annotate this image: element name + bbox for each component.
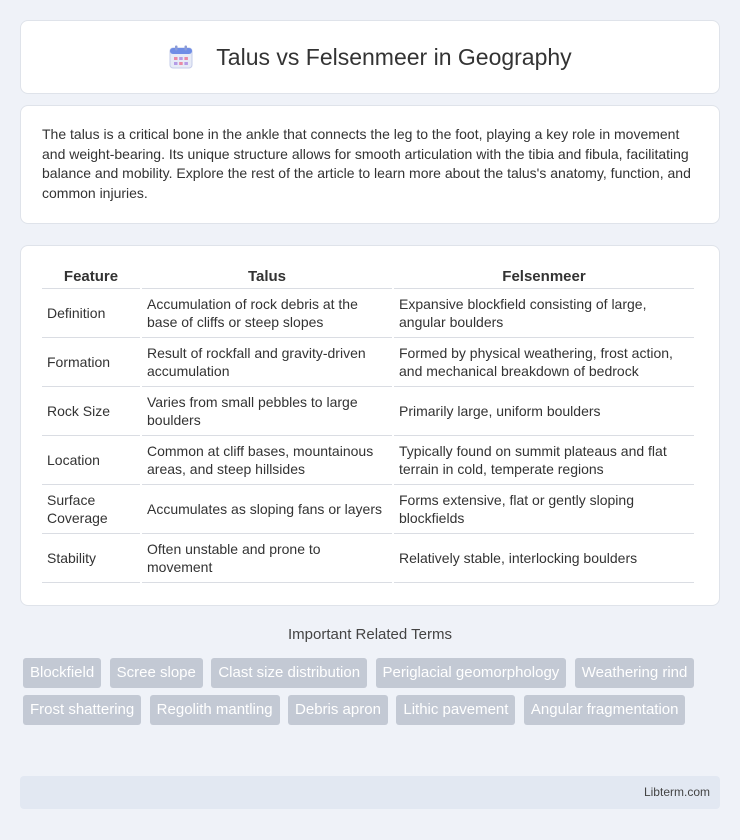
footer bbox=[20, 776, 720, 809]
table-row bbox=[42, 289, 694, 338]
footer-link[interactable]: Libterm.com bbox=[643, 785, 710, 799]
calendar-icon bbox=[168, 44, 194, 70]
table-row bbox=[42, 338, 694, 387]
row-felsenmeer: Typically found on summit plateaus and flat terrain in cold, temperate regions bbox=[394, 436, 694, 485]
table-row bbox=[42, 387, 694, 436]
header-felsenmeer: Felsenmeer bbox=[394, 265, 694, 289]
row-feature: Location bbox=[42, 436, 140, 485]
table-row bbox=[42, 436, 694, 485]
intro-card bbox=[20, 105, 720, 224]
tag-scree-slope[interactable]: Scree slope bbox=[110, 658, 203, 688]
page-title: Talus vs Felsenmeer in Geography bbox=[216, 43, 572, 70]
related-terms-title: Important Related Terms bbox=[288, 626, 452, 643]
row-feature: Stability bbox=[42, 534, 140, 583]
row-feature: Formation bbox=[42, 338, 140, 387]
comparison-card bbox=[20, 245, 720, 606]
tag-blockfield[interactable]: Blockfield bbox=[23, 658, 101, 688]
row-feature: Rock Size bbox=[42, 387, 140, 436]
tag-lithic-pavement[interactable]: Lithic pavement bbox=[396, 695, 515, 725]
row-feature: Definition bbox=[42, 289, 140, 338]
header-feature: Feature bbox=[42, 265, 140, 289]
row-talus: Varies from small pebbles to large boulders bbox=[142, 387, 392, 436]
row-talus: Often unstable and prone to movement bbox=[142, 534, 392, 583]
intro-text: The talus is a critical bone in the ankle that connects the leg to the foot, playing a key role in movement and weight-bearing. Its unique structure allows for smooth articulation with the tibia and fibula, facilitating balance and mobility. Explore the rest of the article to learn more about the talus's anatomy, function, and common injuries. bbox=[42, 126, 691, 201]
row-talus: Result of rockfall and gravity-driven accumulation bbox=[142, 338, 392, 387]
title-card bbox=[20, 20, 720, 94]
row-feature: Surface Coverage bbox=[42, 485, 140, 534]
row-talus: Common at cliff bases, mountainous areas, and steep hillsides bbox=[142, 436, 392, 485]
header-talus: Talus bbox=[142, 265, 392, 289]
row-felsenmeer: Forms extensive, flat or gently sloping blockfields bbox=[394, 485, 694, 534]
comparison-table bbox=[40, 265, 696, 583]
related-terms-list bbox=[23, 658, 723, 732]
row-felsenmeer: Primarily large, uniform boulders bbox=[394, 387, 694, 436]
row-talus: Accumulates as sloping fans or layers bbox=[142, 485, 392, 534]
row-felsenmeer: Relatively stable, interlocking boulders bbox=[394, 534, 694, 583]
tag-debris-apron[interactable]: Debris apron bbox=[288, 695, 388, 725]
row-talus: Accumulation of rock debris at the base of cliffs or steep slopes bbox=[142, 289, 392, 338]
tag-frost-shattering[interactable]: Frost shattering bbox=[23, 695, 141, 725]
tag-angular-fragmentation[interactable]: Angular fragmentation bbox=[524, 695, 686, 725]
tag-clast-size-distribution[interactable]: Clast size distribution bbox=[211, 658, 367, 688]
table-row bbox=[42, 485, 694, 534]
row-felsenmeer: Formed by physical weathering, frost action, and mechanical breakdown of bedrock bbox=[394, 338, 694, 387]
table-header-row bbox=[42, 265, 694, 289]
tag-weathering-rind[interactable]: Weathering rind bbox=[575, 658, 695, 688]
tag-regolith-mantling[interactable]: Regolith mantling bbox=[150, 695, 280, 725]
row-felsenmeer: Expansive blockfield consisting of large, angular boulders bbox=[394, 289, 694, 338]
table-row bbox=[42, 534, 694, 583]
tag-periglacial-geomorphology[interactable]: Periglacial geomorphology bbox=[376, 658, 567, 688]
